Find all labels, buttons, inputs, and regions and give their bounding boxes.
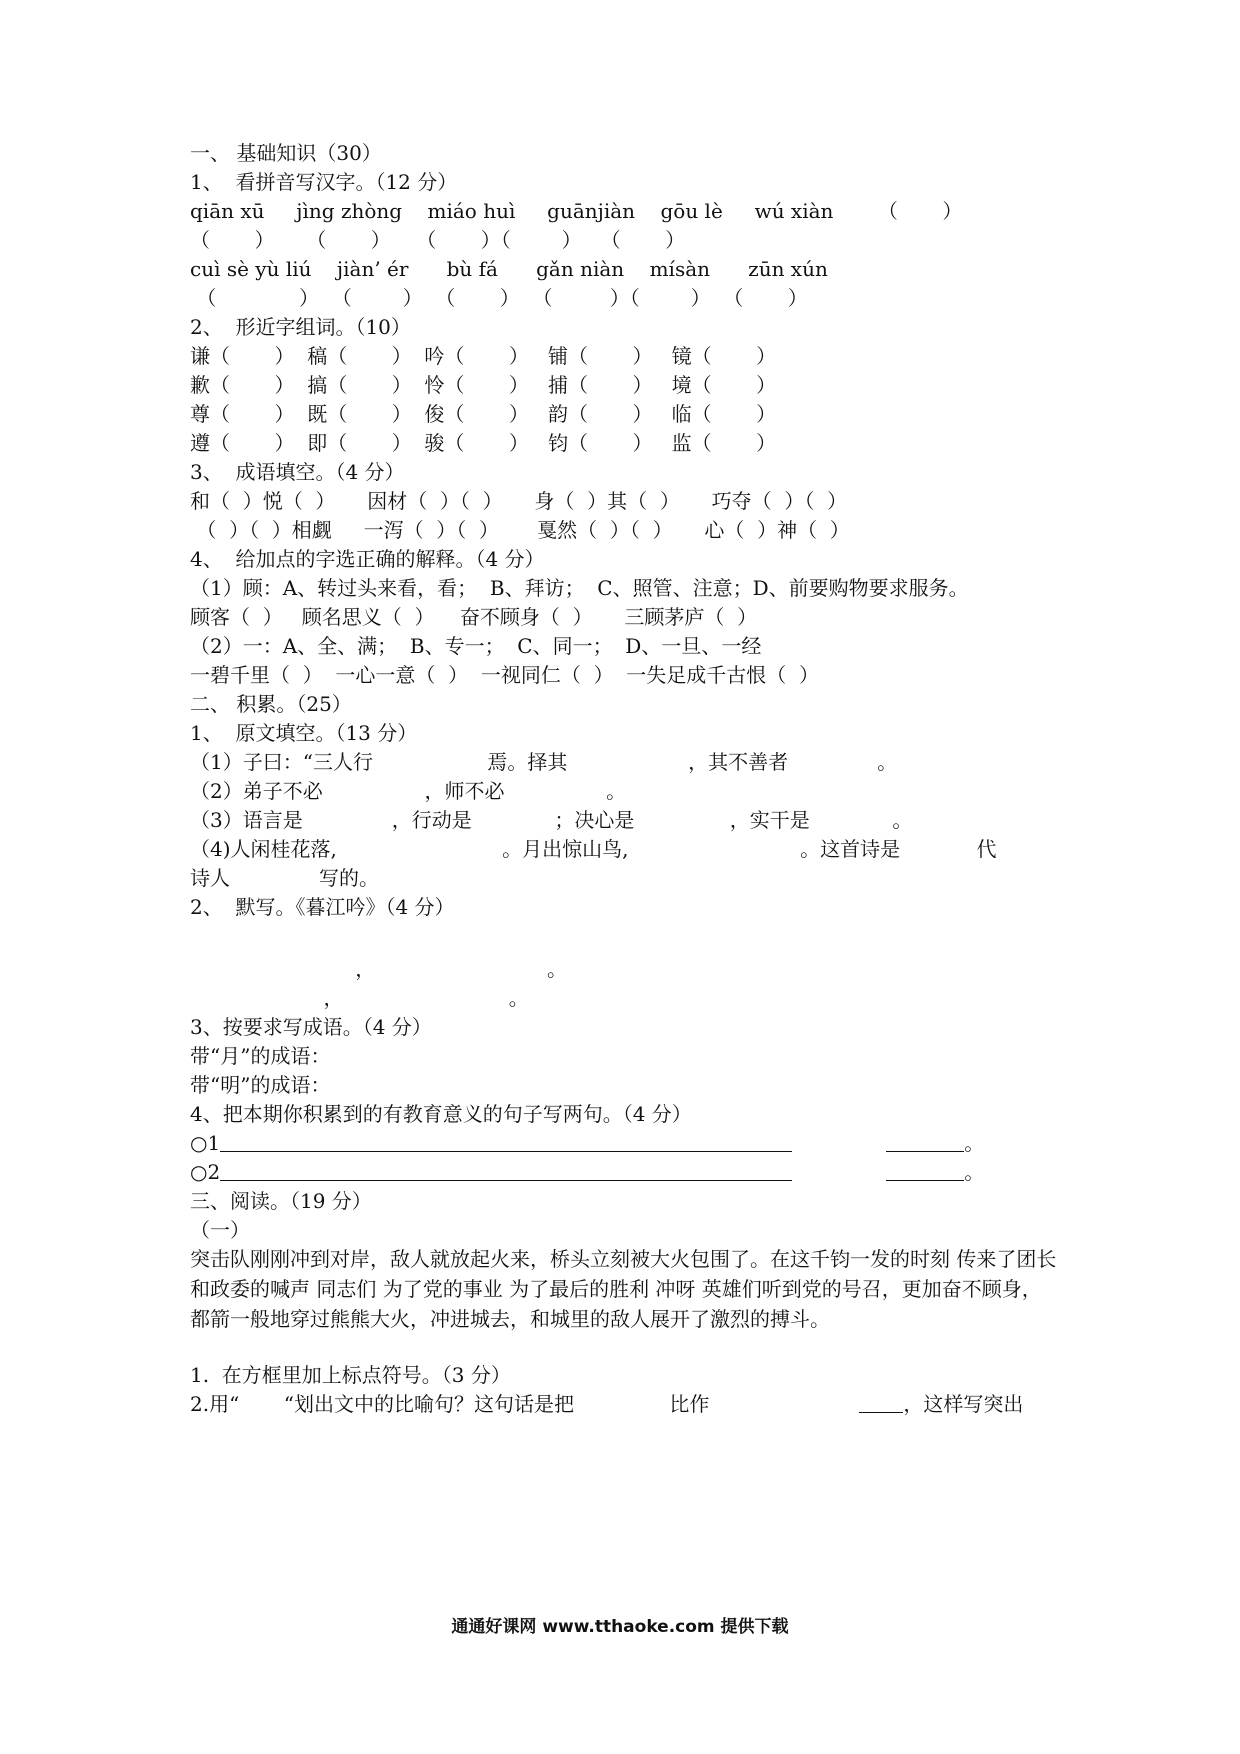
- sentence-marker-2: ○2: [190, 1160, 221, 1184]
- pinyin-row-2: cuì sè yù liú jiàn’ ér bù fá gǎn niàn mísàn zūn xún: [190, 257, 828, 281]
- fill-row-3: （3）语言是 ，行动是 ；决心是 ，实干是 。: [190, 808, 913, 832]
- answer-row-2: （ ） （ ） （ ） （ ）（ ） （ ）: [190, 286, 808, 310]
- sentence-blank-2b[interactable]: [886, 1160, 964, 1181]
- question-2-3-title: 3、按要求写成语。（4 分）: [190, 1015, 432, 1039]
- idiom-bright-label: 带“明”的成语：: [190, 1073, 331, 1097]
- question-1-4-title: 4、 给加点的字选正确的解释。（4 分）: [190, 547, 545, 571]
- definition-row-1: （1）顾：A、转过头来看，看； B、拜访； C、照管、注意；D、前要购物要求服务。: [190, 576, 969, 600]
- fill-row-4: （4)人闲桂花落, 。月出惊山鸟, 。这首诗是 代: [190, 837, 997, 861]
- fill-row-5: 诗人 写的。: [190, 866, 380, 890]
- question-2-2-title: 2、 默写。《暮江吟》（4 分）: [190, 895, 455, 919]
- definition-row-4: 一碧千里（ ） 一心一意（ ） 一视同仁（ ） 一失足成千古恨（ ）: [190, 663, 820, 687]
- similar-char-row-4: 遵（ ） 即（ ） 骏（ ） 钧（ ） 监（ ）: [190, 431, 777, 455]
- poem-line-2: ， 。: [190, 986, 529, 1010]
- sentence-line-2: [190, 1159, 984, 1185]
- similar-char-row-2: 歉（ ） 搞（ ） 怜（ ） 捕（ ） 境（ ）: [190, 373, 777, 397]
- fill-row-1: （1）子曰：“三人行 焉。择其 ，其不善者 。: [190, 750, 898, 774]
- metaphor-blank[interactable]: [859, 1392, 903, 1413]
- question-2-1-title: 1、 原文填空。（13 分）: [190, 721, 418, 745]
- sentence-blank-1a[interactable]: [220, 1131, 792, 1152]
- question-1-2-title: 2、 形近字组词。（10）: [190, 315, 411, 339]
- reading-passage: 突击队刚刚冲到对岸，敌人就放起火来，桥头立刻被大火包围了。在这千钧一发的时刻 传来了团长和政委的喊声 同志们 为了党的事业 为了最后的胜利 冲呀 英雄们听到党的号召，更加奋不顾身，都箭一般地穿过熊熊大火，冲进城去，和城里的敌人展开了激烈的搏斗。: [190, 1247, 1057, 1331]
- sentence-end-1: 。: [964, 1131, 985, 1155]
- question-1-1-title: 1、 看拼音写汉字。（12 分）: [190, 170, 458, 194]
- section-3-heading: 三、阅读。（19 分）: [190, 1189, 372, 1213]
- idiom-fill-row-2: （ ）（ ）相觑 一泻（ ）（ ） 戛然（ ）（ ） 心（ ）神（ ）: [190, 518, 850, 542]
- fill-row-2: （2）弟子不必 ，师不必 。: [190, 779, 627, 803]
- sentence-marker-1: ○1: [190, 1131, 221, 1155]
- question-2-4-title: 4、把本期你积累到的有教育意义的句子写两句。（4 分）: [190, 1102, 692, 1126]
- reading-question-2-end: ，这样写突出: [903, 1392, 1024, 1416]
- sentence-blank-2a[interactable]: [220, 1160, 792, 1181]
- idiom-fill-row-1: 和（ ）悦（ ） 因材（ ）（ ） 身（ ）其（ ） 巧夺（ ）（ ）: [190, 489, 848, 513]
- reading-question-2: [190, 1391, 1023, 1417]
- sentence-blank-1b[interactable]: [886, 1131, 964, 1152]
- sentence-line-1: [190, 1130, 984, 1156]
- idiom-moon-label: 带“月”的成语：: [190, 1044, 331, 1068]
- reading-question-2-text: 2.用“ “划出文中的比喻句？这句话是把 比作: [190, 1392, 710, 1416]
- reading-part-1-label: （一）: [190, 1218, 250, 1242]
- similar-char-row-1: 谦（ ） 稿（ ） 吟（ ） 铺（ ） 镜（ ）: [190, 344, 777, 368]
- poem-line-1: ， 。: [190, 957, 567, 981]
- section-2-heading: 二、 积累。（25）: [190, 692, 352, 716]
- section-1-heading: 一、 基础知识（30）: [190, 141, 382, 165]
- answer-row-1: （ ） （ ） （ ）（ ） （ ）: [190, 228, 686, 252]
- question-1-3-title: 3、 成语填空。（4 分）: [190, 460, 405, 484]
- definition-row-2: 顾客（ ） 顾名思义（ ） 奋不顾身（ ） 三顾茅庐（ ）: [190, 605, 758, 629]
- footer-credit: 通通好课网 www.tthaoke.com 提供下载: [451, 1617, 789, 1637]
- definition-row-3: （2）一：A、全、满； B、专一； C、同一； D、一旦、一经: [190, 634, 762, 658]
- pinyin-row-1: qiān xū jìng zhòng miáo huì guānjiàn gōu lè wú xiàn （ ）: [190, 199, 963, 223]
- similar-char-row-3: 尊（ ） 既（ ） 俊（ ） 韵（ ） 临（ ）: [190, 402, 777, 426]
- sentence-end-2: 。: [964, 1160, 985, 1184]
- reading-question-1: 1. 在方框里加上标点符号。（3 分）: [190, 1363, 511, 1387]
